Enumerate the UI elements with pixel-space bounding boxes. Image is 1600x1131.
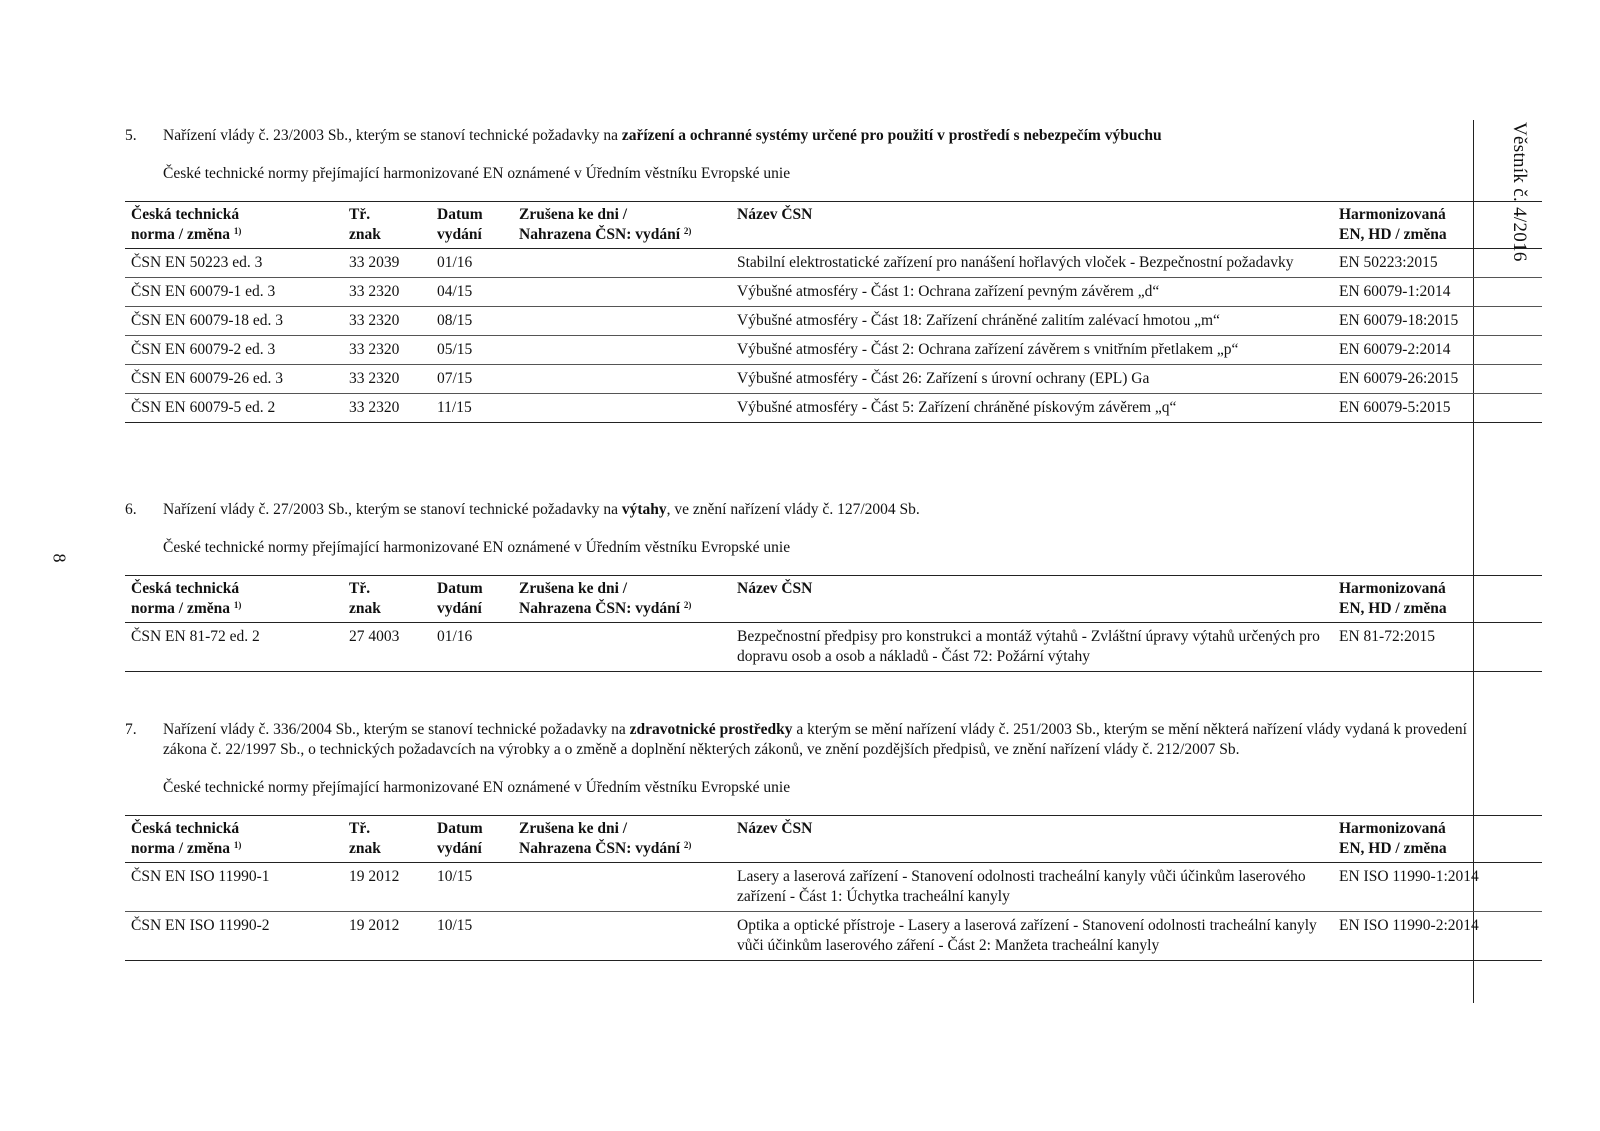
- col-header-nazev: [731, 576, 1333, 623]
- cell-nazev: Výbušné atmosféry - Část 2: Ochrana zařízení závěrem s vnitřním přetlakem „p“: [737, 341, 1239, 358]
- col-header-zrusena: [513, 576, 731, 623]
- standards-table: [125, 201, 1542, 423]
- table-row: [125, 336, 1542, 365]
- cell-nazev: Lasery a laserová zařízení - Stanovení odolnosti tracheální kanyly vůči účinkům laserového zařízení - Část 1: Úchytka tracheální kanyly: [737, 868, 1306, 905]
- cell-tr: 33 2320: [349, 283, 400, 300]
- cell-norm: ČSN EN 60079-18 ed. 3: [131, 312, 283, 329]
- cell-harm: EN 60079-1:2014: [1339, 283, 1451, 300]
- col-header-zrusena: [513, 202, 731, 249]
- table-row: [125, 249, 1542, 278]
- col-header-datum-line: Datum: [437, 820, 483, 837]
- cell-norm: ČSN EN ISO 11990-1: [131, 868, 270, 885]
- section-7: [125, 720, 1479, 961]
- section-heading: [125, 126, 1470, 146]
- table-header: [125, 816, 1542, 863]
- col-header-nazev-line: Název ČSN: [737, 206, 813, 223]
- heading-text-cont: a kterým se mění nařízení vlády č. 251/2003 Sb., kterým se mění některá nařízení vlády vydaná k provedení zákona č. 22/1997 Sb., o technických požadavcích na výrobky a o změně a doplnění některých zákonů, ve znění pozdějších předpisů, ve znění nařízení vlády č. 212/2007 Sb.: [163, 721, 1467, 758]
- cell-nazev: Výbušné atmosféry - Část 1: Ochrana zařízení pevným závěrem „d“: [737, 283, 1160, 300]
- heading-text-cont: , ve znění nařízení vlády č. 127/2004 Sb.: [666, 501, 920, 518]
- col-header-zrusena-line: Nahrazena ČSN: vydání: [519, 600, 681, 617]
- cell-nazev: Výbušné atmosféry - Část 26: Zařízení s úrovní ochrany (EPL) Ga: [737, 370, 1150, 387]
- section-number: 5.: [125, 127, 137, 144]
- col-header-harm: [1333, 576, 1542, 623]
- table-row: [125, 623, 1542, 672]
- col-header-zrusena: [513, 816, 731, 863]
- table-body: [125, 249, 1542, 423]
- cell-datum: 10/15: [437, 917, 473, 934]
- cell-harm: EN 60079-18:2015: [1339, 312, 1459, 329]
- cell-harm: EN 81-72:2015: [1339, 628, 1436, 645]
- col-header-harm-line: EN, HD / změna: [1339, 600, 1447, 617]
- cell-norm: ČSN EN 81-72 ed. 2: [131, 628, 260, 645]
- cell-nazev: Stabilní elektrostatické zařízení pro nanášení hořlavých vloček - Bezpečnostní požadavky: [737, 254, 1294, 271]
- cell-tr: 19 2012: [349, 868, 400, 885]
- col-header-datum-line: Datum: [437, 206, 483, 223]
- col-header-nazev: [731, 202, 1333, 249]
- cell-nazev: Bezpečnostní předpisy pro konstrukci a montáž výtahů - Zvláštní úpravy výtahů určených pro dopravu osob a osob a nákladů - Část 72: Požární výtahy: [737, 628, 1320, 665]
- col-header-norm-line: norma / změna: [131, 840, 231, 857]
- col-header-datum-line: Datum: [437, 580, 483, 597]
- col-header-norm-line: norma / změna: [131, 600, 231, 617]
- table-row: [125, 912, 1542, 961]
- col-header-zrusena-footnote-mark: 2): [683, 840, 692, 850]
- section-heading: [125, 500, 1470, 520]
- cell-datum: 07/15: [437, 370, 473, 387]
- cell-zrusena: [513, 365, 731, 394]
- cell-datum: 04/15: [437, 283, 473, 300]
- col-header-zrusena-line: Zrušena ke dni /: [519, 206, 628, 223]
- cell-zrusena: [513, 278, 731, 307]
- cell-tr: 27 4003: [349, 628, 400, 645]
- cell-datum: 11/15: [437, 399, 472, 416]
- col-header-tr-line: Tř.: [349, 206, 371, 223]
- table-row: [125, 365, 1542, 394]
- col-header-norm-line: Česká technická: [131, 206, 240, 223]
- page-number: 8: [49, 553, 70, 563]
- heading-subject: výtahy: [621, 501, 667, 518]
- cell-datum: 08/15: [437, 312, 473, 329]
- cell-norm: ČSN EN 60079-1 ed. 3: [131, 283, 276, 300]
- cell-tr: 33 2320: [349, 370, 400, 387]
- col-header-tr: [343, 202, 431, 249]
- col-header-datum-line: vydání: [437, 840, 482, 857]
- cell-tr: 33 2320: [349, 399, 400, 416]
- col-header-norm-line: Česká technická: [131, 820, 240, 837]
- col-header-harm-line: Harmonizovaná: [1339, 206, 1446, 223]
- col-header-nazev-line: Název ČSN: [737, 580, 813, 597]
- table-header: [125, 202, 1542, 249]
- col-header-harm-line: Harmonizovaná: [1339, 580, 1446, 597]
- col-header-datum-line: vydání: [437, 226, 482, 243]
- col-header-tr: [343, 816, 431, 863]
- cell-tr: 33 2320: [349, 341, 400, 358]
- heading-subject: zařízení a ochranné systémy určené pro použití v prostředí s nebezpečím výbuchu: [621, 127, 1162, 144]
- cell-zrusena: [513, 863, 731, 912]
- header-row: [125, 202, 1542, 249]
- table-header: [125, 576, 1542, 623]
- cell-zrusena: [513, 336, 731, 365]
- col-header-harm-line: EN, HD / změna: [1339, 226, 1447, 243]
- col-header-harm-line: EN, HD / změna: [1339, 840, 1447, 857]
- cell-harm: EN ISO 11990-2:2014: [1339, 917, 1479, 934]
- col-header-tr: [343, 576, 431, 623]
- col-header-datum: [431, 576, 513, 623]
- col-header-tr-line: Tř.: [349, 580, 371, 597]
- section-subheading: České technické normy přejímající harmonizované EN oznámené v Úředním věstníku Evropské unie: [163, 165, 791, 182]
- cell-norm: ČSN EN 50223 ed. 3: [131, 254, 263, 271]
- table-row: [125, 394, 1542, 423]
- standards-table: [125, 575, 1542, 672]
- col-header-harm-line: Harmonizovaná: [1339, 820, 1446, 837]
- table-body: [125, 863, 1542, 961]
- cell-nazev: Optika a optické přístroje - Lasery a laserová zařízení - Stanovení odolnosti tracheální kanyly vůči účinkům laserového záření - Část 2: Manžeta tracheální kanyly: [737, 917, 1317, 954]
- col-header-datum: [431, 816, 513, 863]
- cell-harm: EN 60079-2:2014: [1339, 341, 1451, 358]
- col-header-zrusena-line: Nahrazena ČSN: vydání: [519, 226, 681, 243]
- col-header-tr-line: Tř.: [349, 820, 371, 837]
- col-header-norm: [125, 576, 343, 623]
- cell-norm: ČSN EN 60079-26 ed. 3: [131, 370, 283, 387]
- header-row: [125, 816, 1542, 863]
- standards-table: [125, 815, 1542, 961]
- col-header-norm-line: norma / změna: [131, 226, 231, 243]
- col-header-zrusena-line: Zrušena ke dni /: [519, 820, 628, 837]
- cell-nazev: Výbušné atmosféry - Část 5: Zařízení chráněné pískovým závěrem „q“: [737, 399, 1177, 416]
- cell-datum: 10/15: [437, 868, 473, 885]
- col-header-datum-line: vydání: [437, 600, 482, 617]
- section-5: [125, 126, 1470, 423]
- col-header-norm-footnote-mark: 1): [233, 226, 242, 236]
- cell-tr: 33 2320: [349, 312, 400, 329]
- cell-harm: EN ISO 11990-1:2014: [1339, 868, 1479, 885]
- col-header-norm: [125, 816, 343, 863]
- table-row: [125, 863, 1542, 912]
- cell-datum: 05/15: [437, 341, 473, 358]
- col-header-tr-line: znak: [349, 600, 381, 617]
- cell-zrusena: [513, 623, 731, 672]
- col-header-norm-line: Česká technická: [131, 580, 240, 597]
- heading-text: Nařízení vlády č. 23/2003 Sb., kterým se stanoví technické požadavky na: [163, 127, 622, 144]
- cell-zrusena: [513, 249, 731, 278]
- col-header-zrusena-footnote-mark: 2): [683, 226, 692, 236]
- section-subheading: České technické normy přejímající harmonizované EN oznámené v Úředním věstníku Evropské unie: [163, 779, 791, 796]
- cell-zrusena: [513, 394, 731, 423]
- col-header-tr-line: znak: [349, 226, 381, 243]
- header-row: [125, 576, 1542, 623]
- heading-text: Nařízení vlády č. 27/2003 Sb., kterým se stanoví technické požadavky na: [163, 501, 622, 518]
- section-number: 6.: [125, 501, 137, 518]
- col-header-nazev-line: Název ČSN: [737, 820, 813, 837]
- col-header-harm: [1333, 202, 1542, 249]
- cell-nazev: Výbušné atmosféry - Část 18: Zařízení chráněné zalitím zalévací hmotou „m“: [737, 312, 1220, 329]
- col-header-harm: [1333, 816, 1542, 863]
- col-header-nazev: [731, 816, 1333, 863]
- cell-tr: 33 2039: [349, 254, 400, 271]
- table-row: [125, 307, 1542, 336]
- col-header-norm: [125, 202, 343, 249]
- cell-datum: 01/16: [437, 628, 473, 645]
- cell-tr: 19 2012: [349, 917, 400, 934]
- table-row: [125, 278, 1542, 307]
- col-header-zrusena-line: Nahrazena ČSN: vydání: [519, 840, 681, 857]
- col-header-norm-footnote-mark: 1): [233, 840, 242, 850]
- section-number: 7.: [125, 721, 137, 738]
- cell-norm: ČSN EN ISO 11990-2: [131, 917, 270, 934]
- journal-issue-title: Věstník č. 4/2016: [1509, 122, 1530, 262]
- col-header-norm-footnote-mark: 1): [233, 600, 242, 610]
- cell-harm: EN 60079-5:2015: [1339, 399, 1451, 416]
- cell-zrusena: [513, 307, 731, 336]
- section-6: [125, 500, 1470, 672]
- cell-datum: 01/16: [437, 254, 473, 271]
- col-header-zrusena-footnote-mark: 2): [683, 600, 692, 610]
- cell-harm: EN 50223:2015: [1339, 254, 1438, 271]
- cell-zrusena: [513, 912, 731, 961]
- cell-norm: ČSN EN 60079-5 ed. 2: [131, 399, 276, 416]
- heading-subject: zdravotnické prostředky: [629, 721, 793, 738]
- col-header-zrusena-line: Zrušena ke dni /: [519, 580, 628, 597]
- section-subheading: České technické normy přejímající harmonizované EN oznámené v Úředním věstníku Evropské unie: [163, 539, 791, 556]
- table-body: [125, 623, 1542, 672]
- section-heading: [125, 720, 1470, 760]
- heading-text: Nařízení vlády č. 336/2004 Sb., kterým se stanoví technické požadavky na: [163, 721, 630, 738]
- cell-norm: ČSN EN 60079-2 ed. 3: [131, 341, 276, 358]
- col-header-datum: [431, 202, 513, 249]
- cell-harm: EN 60079-26:2015: [1339, 370, 1459, 387]
- col-header-tr-line: znak: [349, 840, 381, 857]
